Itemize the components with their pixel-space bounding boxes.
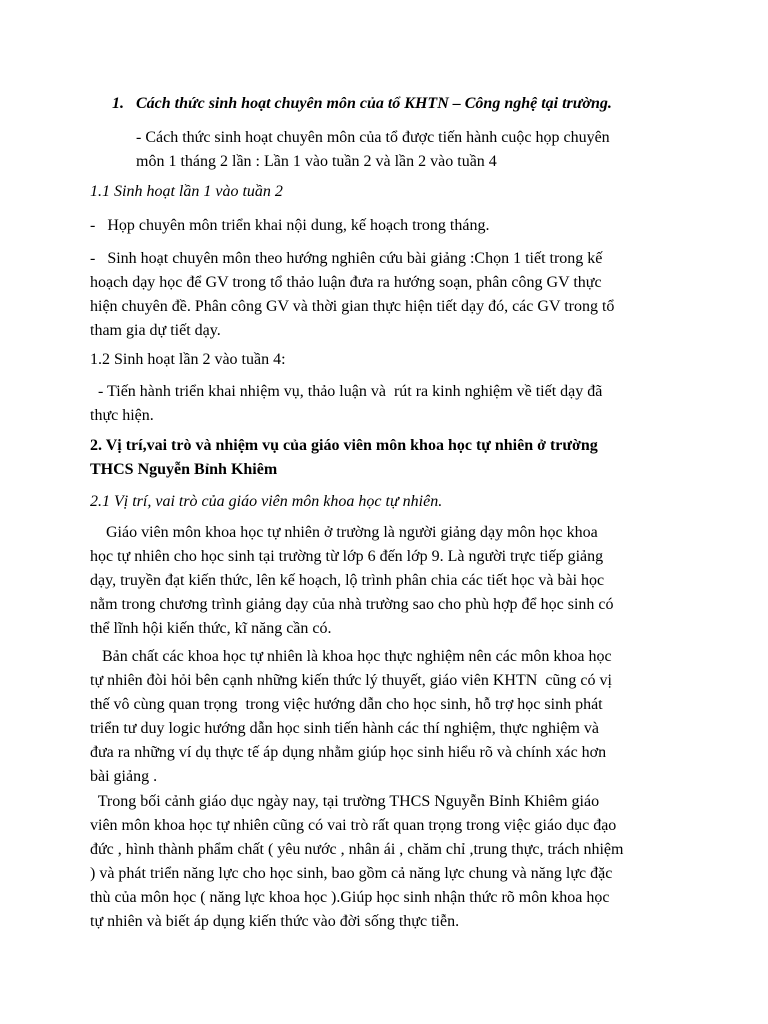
paragraph-line: thể lĩnh hội kiến thức, kĩ năng cần có. [90,620,332,637]
paragraph-line: thù của môn học ( năng lực khoa học ).Giúp học sinh nhận thức rõ môn khoa học [90,889,610,906]
paragraph-line: Giáo viên môn khoa học tự nhiên ở trường là người giảng dạy môn học khoa [90,524,598,541]
subsection-1-2-item [90,380,602,428]
paragraph-line: tự nhiên và biết áp dụng kiến thức vào đời sống thực tiễn. [90,913,460,930]
section2-heading [90,434,598,482]
paragraph-3 [90,790,623,934]
paragraph-line: học tự nhiên cho học sinh tại trường từ lớp 6 đến lớp 9. Là người trực tiếp giảng [90,548,604,565]
section1-intro-line: - Cách thức sinh hoạt chuyên môn của tổ được tiến hành cuộc họp chuyên [136,129,610,146]
list-item-line: - Tiến hành triển khai nhiệm vụ, thảo luận và rút ra kinh nghiệm về tiết dạy đã [90,383,603,400]
list-item-line: hoạch dạy học để GV trong tổ thảo luận đưa ra hướng soạn, phân công GV thực [90,274,602,291]
list-item-line: tham gia dự tiết dạy. [90,322,221,339]
section1-heading [112,92,124,116]
section1-heading-text-block [136,92,612,116]
paragraph-line: bài giảng . [90,768,158,785]
paragraph-line: triển tư duy logic hướng dẫn học sinh tiến hành các thí nghiệm, thực nghiệm và [90,720,600,737]
subsection-1-1-title [90,180,283,204]
subsection-1-1-item-2 [90,247,614,343]
paragraph-line: đưa ra những ví dụ thực tế áp dụng nhằm giúp học sinh hiểu rõ và chính xác hơn [90,744,607,761]
subsection-1-1-title-text: 1.1 Sinh hoạt lần 1 vào tuần 2 [90,183,283,200]
paragraph-line: thế vô cùng quan trọng trong việc hướng dẫn cho học sinh, hỗ trợ học sinh phát [90,696,603,713]
paragraph-line: ) và phát triển năng lực cho học sinh, bao gồm cả năng lực chung và năng lực đặc [90,865,613,882]
subsection-1-2-title-text: 1.2 Sinh hoạt lần 2 vào tuần 4: [90,351,286,368]
list-item-text: - Họp chuyên môn triển khai nội dung, kế hoạch trong tháng. [90,217,490,234]
paragraph-line: đức , hình thành phẩm chất ( yêu nước , nhân ái , chăm chỉ ,trung thực, trách nhiệm [90,841,624,858]
paragraph-2 [90,645,612,789]
section1-heading-text: Cách thức sinh hoạt chuyên môn của tổ KHTN – Công nghệ tại trường. [136,95,612,112]
section1-intro-line: môn 1 tháng 2 lần : Lần 1 vào tuần 2 và lần 2 vào tuần 4 [136,153,497,170]
paragraph-line: Bản chất các khoa học tự nhiên là khoa học thực nghiệm nên các môn khoa học [90,648,612,665]
subsection-2-1-title-text: 2.1 Vị trí, vai trò của giáo viên môn khoa học tự nhiên. [90,493,443,510]
paragraph-line: nằm trong chương trình giảng dạy của nhà trường sao cho phù hợp để học sinh có [90,596,614,613]
list-item-line: thực hiện. [90,407,154,424]
section2-heading-line: THCS Nguyễn Bỉnh Khiêm [90,461,278,478]
section1-intro [136,126,610,174]
list-item-line: - Sinh hoạt chuyên môn theo hướng nghiên cứu bài giảng :Chọn 1 tiết trong kế [90,250,603,267]
paragraph-line: viên môn khoa học tự nhiên cũng có vai trò rất quan trọng trong việc giáo dục đạo [90,817,617,834]
subsection-2-1-title [90,490,442,514]
section1-heading-number: 1. [112,95,124,112]
paragraph-line: tự nhiên đòi hỏi bên cạnh những kiến thức lý thuyết, giáo viên KHTN cũng có vị [90,672,612,689]
subsection-1-2-title [90,348,286,372]
paragraph-line: dạy, truyền đạt kiến thức, lên kế hoạch, lộ trình phân chia các tiết học và bài học [90,572,605,589]
section2-heading-line: 2. Vị trí,vai trò và nhiệm vụ của giáo viên môn khoa học tự nhiên ở trường [90,437,598,454]
subsection-1-1-item-1 [90,214,489,238]
list-item-line: hiện chuyên đề. Phân công GV và thời gian thực hiện tiết dạy đó, các GV trong tổ [90,298,615,315]
paragraph-line: Trong bối cảnh giáo dục ngày nay, tại trường THCS Nguyễn Bỉnh Khiêm giáo [90,793,600,810]
paragraph-1 [90,521,614,641]
